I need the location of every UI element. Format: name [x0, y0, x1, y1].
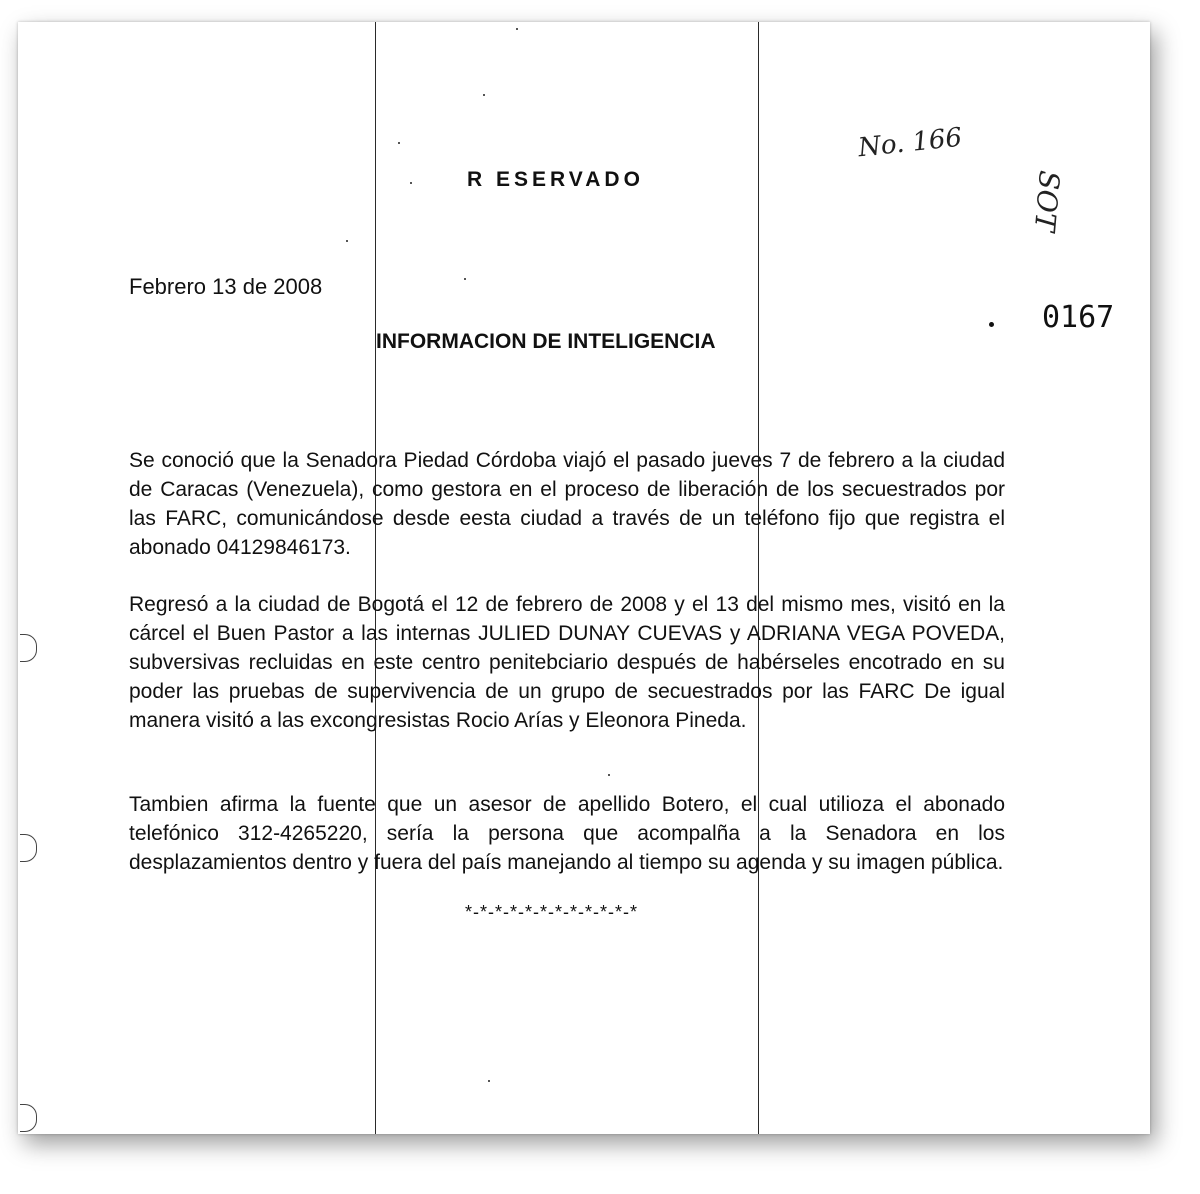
paragraph: Tambien afirma la fuente que un asesor de apellido Botero, el cual utilioza el abonado telefónico 312-4265220, sería la persona que acompalña a la Senadora en los desplazamientos dentro y fuera del país manejando al tiempo su agenda y su imagen pública.: [129, 793, 1005, 874]
punch-hole-middle: [20, 834, 37, 862]
fold-line-left: [375, 22, 376, 1134]
handwritten-margin-mark: SOT: [1027, 169, 1066, 233]
punch-hole-top: [20, 634, 37, 662]
paragraph: Se conoció que la Senadora Piedad Córdoba viajó el pasado jueves 7 de febrero a la ciudad de Caracas (Venezuela), como gestora en el proceso de liberación de los secuestrados por las FARC, comunicándose desde eesta ciudad a través de un teléfono fijo que registra el abonado 04129846173.: [129, 449, 1005, 559]
page-number-stamp: 0167: [1042, 300, 1115, 335]
document-page: [18, 22, 1150, 1134]
document-date: Febrero 13 de 2008: [129, 274, 323, 299]
paragraph: Regresó a la ciudad de Bogotá el 12 de febrero de 2008 y el 13 del mismo mes, visitó en la cárcel el Buen Pastor a las internas JULIED DUNAY CUEVAS y ADRIANA VEGA POVEDA, subversivas recluidas en este centro penitebciario después de habérseles encotrado en su poder las pruebas de supervivencia de un grupo de secuestrados por las FARC De igual manera visitó a las excongresistas Rocio Arías y Eleonora Pineda.: [129, 593, 1005, 732]
handwritten-number: No. 166: [856, 122, 964, 164]
stamp-dot: [989, 322, 994, 327]
punch-hole-bottom: [20, 1104, 37, 1132]
end-marker: *-*-*-*-*-*-*-*-*-*-*-*: [465, 902, 638, 922]
fold-line-right: [758, 22, 759, 1134]
classification-heading: R ESERVADO: [467, 168, 644, 191]
document-subtitle: INFORMACION DE INTELIGENCIA: [376, 330, 716, 353]
